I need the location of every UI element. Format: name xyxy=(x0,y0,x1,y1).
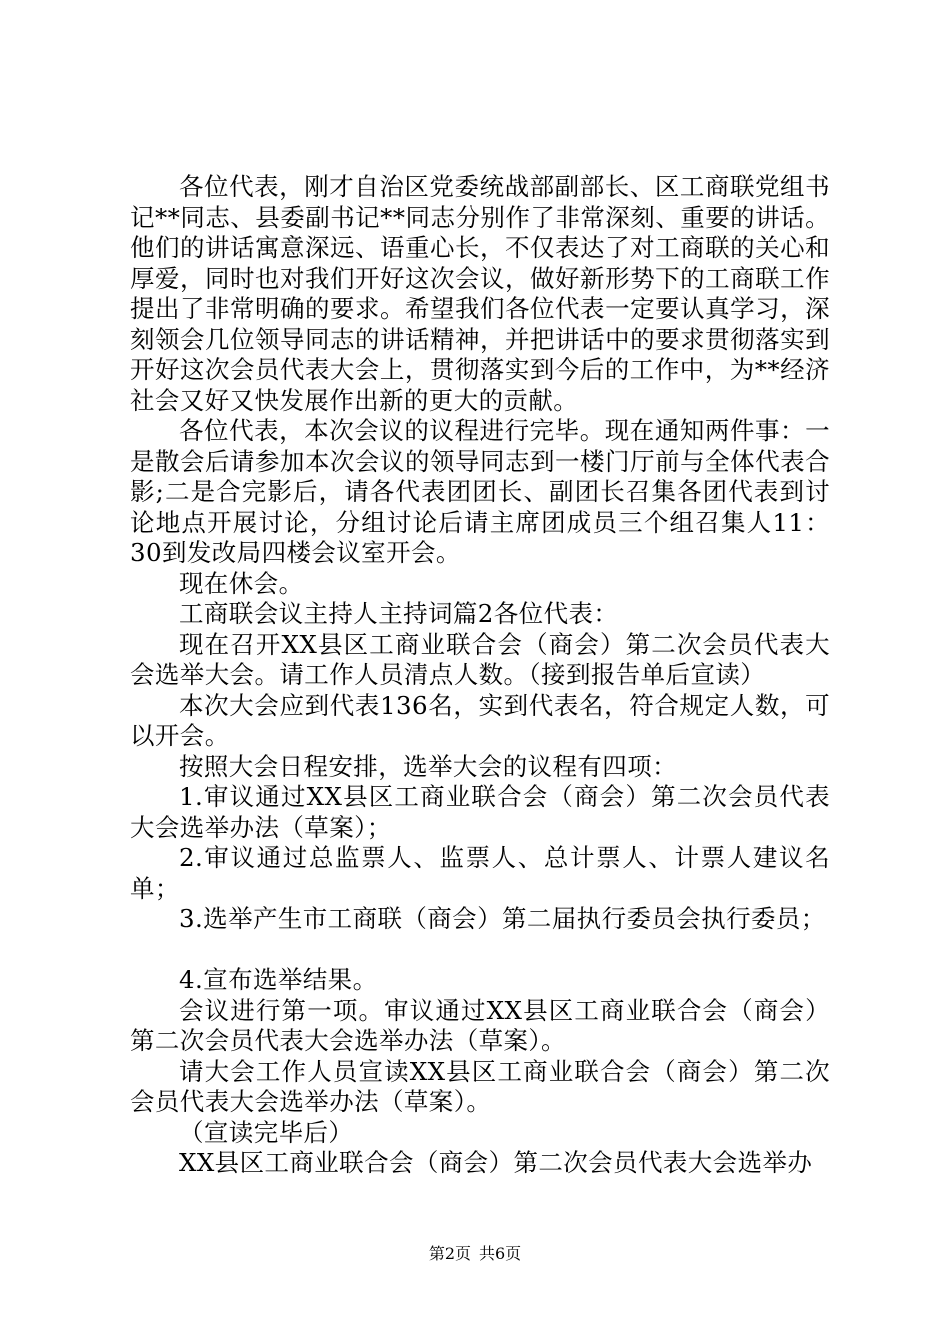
page-footer xyxy=(0,1244,950,1264)
paragraph-notice: 各位代表，本次会议的议程进行完毕。现在通知两件事：一是散会后请参加本次会议的领导同志到一楼门厅前与全体代表合影;二是合完影后，请各代表团团长、副团长召集各团代表到讨论地点开展讨论，分组讨论后请主席团成员三个组召集人11：30到发改局四楼会议室开会。 xyxy=(130,416,830,567)
paragraph-first-item: 会议进行第一项。审议通过XX县区工商业联合会（商会）第二次会员代表大会选举办法（草案）。 xyxy=(130,995,830,1055)
agenda-item-4: 4.宣布选举结果。 xyxy=(179,965,378,994)
agenda-item-3: 3.选举产生市工商联（商会）第二届执行委员会执行委员； xyxy=(179,904,826,933)
paragraph-recess: 现在休会。 xyxy=(179,568,304,598)
paragraph-agenda-intro: 按照大会日程安排，选举大会的议程有四项： xyxy=(179,751,677,781)
paragraph-attendance: 本次大会应到代表136名，实到代表名，符合规定人数，可以开会。 xyxy=(130,690,830,750)
document-body xyxy=(130,172,830,1179)
paragraph-section-heading: 工商联会议主持人主持词篇2各位代表： xyxy=(179,599,619,628)
paragraph-closing-remarks: 各位代表，刚才自治区党委统战部副部长、区工商联党组书记**同志、县委副书记**同志分别作了非常深刻、重要的讲话。他们的讲话寓意深远、语重心长，不仅表达了对工商联的关心和厚爱，同时也对我们开好这次会议，做好新形势下的工商联工作提出了非常明确的要求。希望我们各位代表一定要认真学习，深刻领会几位领导同志的讲话精神，并把讲话中的要求贯彻落实到开好这次会员代表大会上，贯彻落实到今后的工作中，为**经济社会又好又快发展作出新的更大的贡献。 xyxy=(130,172,830,415)
agenda-item-2: 2.审议通过总监票人、监票人、总计票人、计票人建议名单； xyxy=(130,843,830,903)
page-number: 第2页 xyxy=(428,1244,471,1263)
agenda-item-1: 1.审议通过XX县区工商业联合会（商会）第二次会员代表大会选举办法（草案）； xyxy=(130,782,830,842)
paragraph-continued: XX县区工商业联合会（商会）第二次会员代表大会选举办 xyxy=(179,1148,813,1177)
paragraph-reading-done: （宣读完毕后） xyxy=(179,1117,354,1147)
paragraph-opening: 现在召开XX县区工商业联合会（商会）第二次会员代表大会选举大会。请工作人员清点人数。（接到报告单后宣读） xyxy=(130,629,830,689)
page-total: 共6页 xyxy=(479,1244,522,1263)
paragraph-reading-request: 请大会工作人员宣读XX县区工商业联合会（商会）第二次会员代表大会选举办法（草案）。 xyxy=(130,1056,830,1116)
